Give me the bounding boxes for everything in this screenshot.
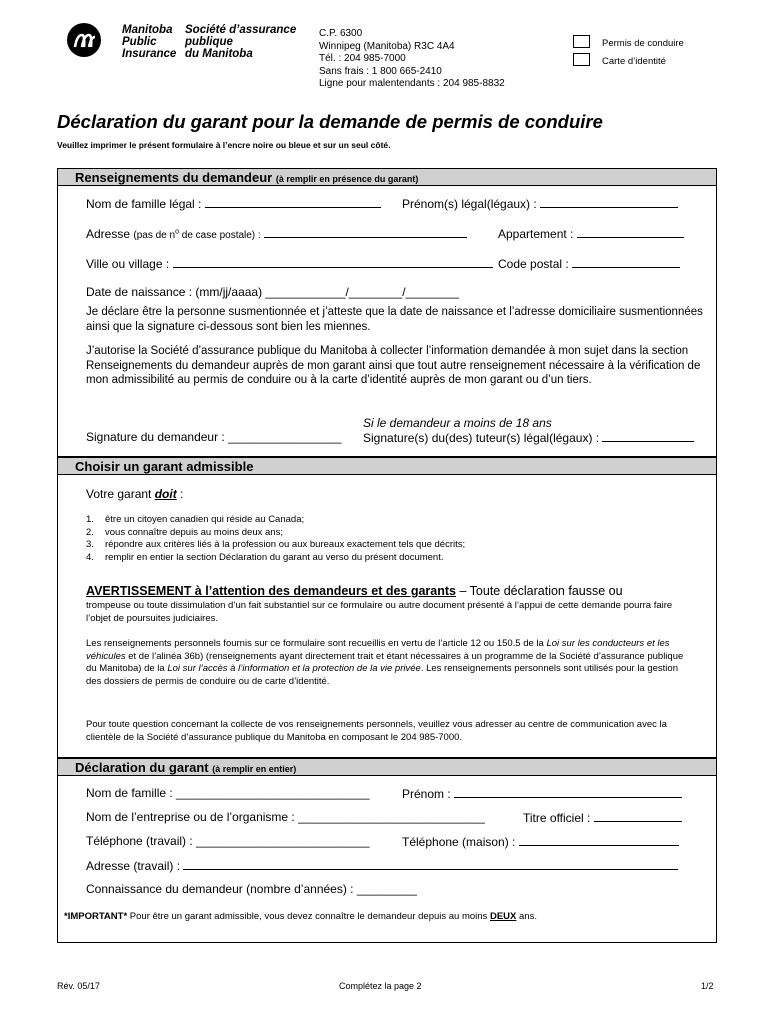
- privacy-text: Les renseignements personnels fournis sur ce formulaire sont recueillis en vertu de l’article 12 ou 150.5 de la: [86, 638, 547, 649]
- guarantor-title-field[interactable]: [594, 810, 682, 822]
- eligible-section: [57, 457, 717, 758]
- eligible-section-title: Choisir un garant admissible: [75, 459, 254, 474]
- applicant-heading: Renseignements du demandeur: [75, 170, 273, 185]
- applicant-dob[interactable]: Date de naissance : (mm/jj/aaaa) ____________/________/________: [86, 285, 459, 299]
- guarantor-title-label: Titre officiel :: [523, 811, 591, 825]
- guarantor-address-field[interactable]: [183, 858, 678, 870]
- guarantor-known-years[interactable]: Connaissance du demandeur (nombre d’années) : _________: [86, 882, 417, 896]
- applicant-last-name-row: [86, 196, 381, 211]
- warning-tail: – Toute déclaration fausse ou: [456, 584, 623, 598]
- must-text: :: [176, 487, 184, 501]
- applicant-address-note: [133, 230, 260, 241]
- guarantor-last-name[interactable]: Nom de famille : _____________________________: [86, 786, 370, 800]
- applicant-postal-row: [498, 256, 680, 271]
- checkbox-permis-label: Permis de conduire: [602, 38, 684, 49]
- warning-body: trompeuse ou toute dissimulation d’un fait substantiel sur ce formulaire ou autre document présenté à l’appui de cette demande pourra faire l’objet de poursuites judiciaires.: [86, 600, 673, 624]
- checkbox-carte[interactable]: [573, 53, 590, 66]
- important-text: Pour être un garant admissible, vous devez connaître le demandeur depuis au moins: [127, 911, 490, 922]
- list-item: [86, 539, 686, 552]
- address-line: C.P. 6300: [319, 28, 363, 39]
- applicant-first-name-row: [402, 196, 678, 211]
- guarantor-section-header: [58, 759, 716, 776]
- logo-fr-line3: du Manitoba: [185, 48, 253, 60]
- important-label: *IMPORTANT*: [64, 911, 128, 922]
- logo-en-line1: Manitoba: [122, 24, 173, 36]
- privacy-text: . Les renseignements personnels sont utilisés pour la gestion des dossiers de permis de conduire ou de carte d’identité.: [86, 663, 678, 687]
- applicant-address-field[interactable]: [264, 226, 467, 238]
- warning-title: AVERTISSEMENT à l’attention des demandeurs et des garants: [86, 584, 456, 598]
- logo-en-line3: Insurance: [122, 48, 177, 60]
- applicant-address-row: [86, 226, 467, 241]
- address-line: Winnipeg (Manitoba) R3C 4A4: [319, 40, 455, 52]
- applicant-section-title: [75, 170, 418, 185]
- applicant-postal-label: Code postal :: [498, 257, 569, 271]
- applicant-signature[interactable]: Signature du demandeur : _________________: [86, 430, 342, 444]
- address-line: Tél. : 204 985-7000: [319, 53, 406, 64]
- guardian-signature-row: [363, 430, 694, 445]
- continue-page-note: Complétez la page 2: [339, 981, 422, 991]
- list-item-text: vous connaître depuis au moins deux ans;: [105, 526, 283, 538]
- privacy-law-name: Loi sur l’accès à l’information et la protection de la vie privée: [167, 663, 421, 674]
- applicant-section-header: [58, 169, 716, 186]
- logo-fr-line1: Société d’assurance: [185, 24, 297, 36]
- list-item-text: être un citoyen canadien qui réside au Canada;: [105, 514, 305, 525]
- guarantor-heading-note: (à remplir en entier): [212, 764, 297, 774]
- address-note-part: (pas de n: [133, 230, 176, 241]
- applicant-last-name-field[interactable]: [205, 196, 381, 208]
- address-note-sup: o: [175, 228, 179, 236]
- guarantor-address-row: [86, 858, 678, 873]
- list-item: [86, 552, 686, 565]
- applicant-declaration: Je déclare être la personne susmentionnée et j’atteste que la date de naissance et l’adresse domiciliaire susmentionnées ainsi que la signature ci-dessous sont bien les miennes.: [86, 306, 703, 333]
- guarantor-must: [86, 487, 183, 501]
- list-item-text: remplir en entier la section Déclaration du garant au verso du présent document.: [105, 551, 444, 563]
- applicant-last-name-label: Nom de famille légal :: [86, 197, 202, 211]
- list-item-text: répondre aux critères liés à la profession ou aux bureaux exactement tels que décrits;: [105, 539, 466, 550]
- list-item-number: 1.: [86, 514, 94, 525]
- guarantor-phone-home-label: Téléphone (maison) :: [402, 835, 516, 849]
- checkbox-permis[interactable]: [573, 35, 590, 48]
- address-note-part: de case postale) :: [178, 230, 261, 241]
- eligible-section-header: [58, 458, 716, 475]
- applicant-apartment-row: [498, 226, 684, 241]
- applicant-section: [57, 168, 717, 457]
- list-item: [86, 514, 686, 527]
- guarantor-phone-home-row: [402, 834, 679, 849]
- mpi-logo-icon: [67, 23, 101, 57]
- page-title: Déclaration du garant pour la demande de permis de conduire: [57, 111, 603, 132]
- logo-en-line2: Public: [122, 36, 157, 48]
- guardian-signature-label: Signature(s) du(des) tuteur(s) légal(légaux) :: [363, 431, 600, 445]
- privacy-text: et de l’alinéa 36b) (renseignements ayant directement trait et étant nécessaires à un programme de la Société d’assurance publique du Manitoba) de la: [86, 650, 684, 674]
- applicant-city-field[interactable]: [173, 256, 493, 268]
- checkbox-carte-label: Carte d’identité: [602, 56, 666, 67]
- important-emphasis: DEUX: [489, 911, 517, 922]
- applicant-postal-field[interactable]: [572, 256, 680, 268]
- guardian-signature-field[interactable]: [602, 430, 694, 442]
- applicant-authorization: J’autorise la Société d’assurance publique du Manitoba à collecter l’information demandée à mon sujet dans la section Renseignements du demandeur auprès de mon garant ainsi que tout autre renseignement nécessaire à la vérification de mon admissibilité au permis de conduire ou à la carte d’identité auprès de mon garant ou d’un tiers.: [86, 345, 701, 386]
- guarantor-first-name-label: Prénom :: [402, 787, 451, 801]
- applicant-first-name-label: Prénom(s) légal(légaux) :: [402, 197, 537, 211]
- guarantor-section-title: [75, 760, 296, 775]
- list-item-number: 2.: [86, 526, 94, 538]
- mailing-address: [319, 28, 505, 91]
- guarantor-phone-home-field[interactable]: [519, 834, 679, 846]
- address-line: Sans frais : 1 800 665-2410: [319, 65, 442, 77]
- guarantor-org[interactable]: Nom de l’entreprise ou de l’organisme : ____________________________: [86, 810, 485, 824]
- applicant-address-label: Adresse: [86, 227, 131, 241]
- applicant-city-row: [86, 256, 493, 271]
- logo-text-en: [122, 24, 176, 60]
- revision-date: Rév. 05/17: [57, 981, 100, 991]
- guarantor-title-row: [523, 810, 682, 825]
- page-number: 1/2: [701, 981, 714, 991]
- applicant-heading-note: (à remplir en présence du garant): [275, 174, 419, 184]
- list-item: [86, 527, 686, 540]
- guarantor-section: [57, 758, 717, 943]
- privacy-contact: Pour toute question concernant la collecte de vos renseignements personnels, veuillez vous adresser au centre de communication avec la clientèle de la Société d’assurance publique du Manitoba en composant le 204 985-7000.: [86, 719, 667, 743]
- applicant-apartment-label: Appartement :: [498, 227, 574, 241]
- guarantor-phone-work[interactable]: Téléphone (travail) : __________________________: [86, 834, 370, 848]
- guarantor-first-name-row: [402, 786, 682, 801]
- list-item-number: 4.: [86, 551, 94, 563]
- guarantor-heading: Déclaration du garant: [75, 760, 209, 775]
- guarantor-address-label: Adresse (travail) :: [86, 859, 181, 873]
- important-text: ans.: [516, 911, 537, 922]
- page-subtitle: Veuillez imprimer le présent formulaire à l’encre noire ou bleue et sur un seul côté.: [57, 140, 391, 150]
- applicant-first-name-field[interactable]: [540, 196, 678, 208]
- logo-fr-line2: publique: [185, 36, 233, 48]
- applicant-apartment-field[interactable]: [577, 226, 684, 238]
- list-item-number: 3.: [86, 539, 94, 550]
- requirements-list: [86, 514, 686, 564]
- under-18-note: Si le demandeur a moins de 18 ans: [363, 416, 552, 430]
- warning-heading: [86, 584, 623, 598]
- privacy-notice: [86, 638, 686, 688]
- must-emphasis: doit: [154, 487, 177, 501]
- guarantor-first-name-field[interactable]: [454, 786, 682, 798]
- privacy-law-name: Loi sur les conducteurs et les véhicules: [86, 638, 670, 662]
- must-text: Votre garant: [86, 487, 155, 501]
- important-note: [64, 911, 704, 924]
- applicant-city-label: Ville ou village :: [86, 257, 170, 271]
- logo-text-fr: [185, 24, 296, 60]
- address-line: Ligne pour malentendants : 204 985-8832: [319, 78, 505, 89]
